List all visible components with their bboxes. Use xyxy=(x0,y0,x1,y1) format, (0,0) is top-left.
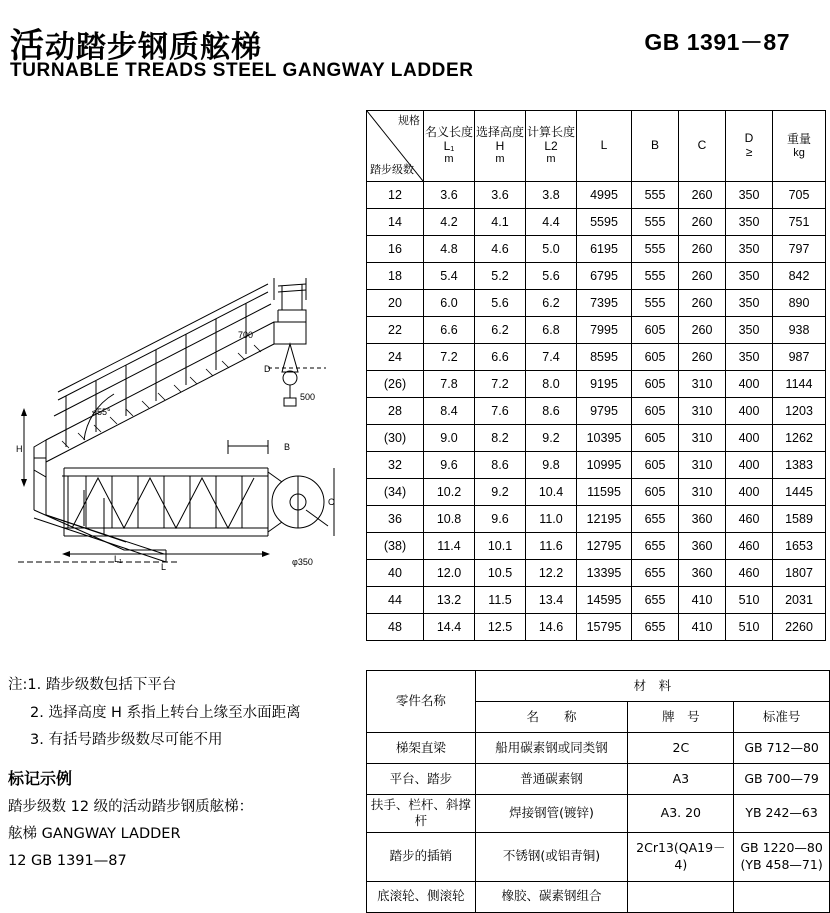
table-row xyxy=(367,614,826,641)
table-cell: 1144 xyxy=(773,371,826,398)
material-table-cell: 梯架直梁 xyxy=(367,733,476,764)
table-cell: 5.6 xyxy=(475,290,526,317)
table-header-row xyxy=(367,111,826,182)
table-cell: 7395 xyxy=(577,290,632,317)
table-cell: 350 xyxy=(726,344,773,371)
table-cell: 10.8 xyxy=(424,506,475,533)
table-cell: 7.2 xyxy=(424,344,475,371)
table-cell: 7.2 xyxy=(475,371,526,398)
table-cell: 7995 xyxy=(577,317,632,344)
table-cell: 410 xyxy=(679,587,726,614)
table-cell: 11.6 xyxy=(526,533,577,560)
page-title-english: TURNABLE TREADS STEEL GANGWAY LADDER xyxy=(10,60,474,81)
table-cell: 9.6 xyxy=(424,452,475,479)
table-cell: 260 xyxy=(679,290,726,317)
table-cell: 310 xyxy=(679,452,726,479)
table-cell: 1262 xyxy=(773,425,826,452)
table-cell: 10395 xyxy=(577,425,632,452)
table-cell: 350 xyxy=(726,236,773,263)
table-cell: 36 xyxy=(367,506,424,533)
material-table-cell: 底滚轮、侧滚轮 xyxy=(367,881,476,912)
header-l1: 名义长度 L₁ m xyxy=(424,111,475,182)
material-table-cell: 焊接钢管(镀锌) xyxy=(475,795,628,833)
material-table-row xyxy=(367,764,830,795)
table-cell: 350 xyxy=(726,290,773,317)
table-row xyxy=(367,317,826,344)
table-cell: 15795 xyxy=(577,614,632,641)
table-cell: 360 xyxy=(679,506,726,533)
table-cell: 2260 xyxy=(773,614,826,641)
specification-table-body xyxy=(367,182,826,641)
table-cell: 751 xyxy=(773,209,826,236)
material-header-name: 名 称 xyxy=(475,702,628,733)
table-cell: 350 xyxy=(726,209,773,236)
table-cell: 938 xyxy=(773,317,826,344)
table-cell: 310 xyxy=(679,425,726,452)
table-cell: 2031 xyxy=(773,587,826,614)
table-cell: 8.4 xyxy=(424,398,475,425)
table-row xyxy=(367,452,826,479)
table-cell: 260 xyxy=(679,344,726,371)
dim-b-label: B xyxy=(284,442,291,452)
table-cell: 24 xyxy=(367,344,424,371)
table-cell: 605 xyxy=(632,371,679,398)
table-row xyxy=(367,263,826,290)
table-cell: 13395 xyxy=(577,560,632,587)
table-row xyxy=(367,533,826,560)
table-cell: 4995 xyxy=(577,182,632,209)
header-d: D ≥ xyxy=(726,111,773,182)
table-cell: 9.2 xyxy=(475,479,526,506)
table-cell: 605 xyxy=(632,425,679,452)
table-row xyxy=(367,236,826,263)
note-3: 3. 有括号踏步级数尽可能不用 xyxy=(30,732,223,749)
standard-number: GB 1391－87 xyxy=(644,29,790,55)
table-cell: 655 xyxy=(632,614,679,641)
table-cell: 5.0 xyxy=(526,236,577,263)
table-cell: 11.0 xyxy=(526,506,577,533)
table-cell: 12795 xyxy=(577,533,632,560)
material-table-row xyxy=(367,733,830,764)
gangway-ladder-drawing xyxy=(6,110,356,590)
table-cell: 605 xyxy=(632,479,679,506)
material-header-material: 材 料 xyxy=(475,671,829,702)
table-cell: 11.5 xyxy=(475,587,526,614)
table-cell: (30) xyxy=(367,425,424,452)
specification-table xyxy=(366,110,826,641)
table-cell: 5.6 xyxy=(526,263,577,290)
table-cell: 555 xyxy=(632,290,679,317)
table-cell: 260 xyxy=(679,263,726,290)
material-table-cell: A3. 20 xyxy=(628,795,734,833)
table-cell: 7.6 xyxy=(475,398,526,425)
table-cell: (26) xyxy=(367,371,424,398)
table-cell: 32 xyxy=(367,452,424,479)
table-cell: 8.6 xyxy=(475,452,526,479)
table-cell: 40 xyxy=(367,560,424,587)
material-table-row xyxy=(367,832,830,881)
table-cell: 12.2 xyxy=(526,560,577,587)
table-cell: 555 xyxy=(632,209,679,236)
material-table-body xyxy=(367,733,830,913)
table-cell: 605 xyxy=(632,452,679,479)
material-table-cell xyxy=(734,881,830,912)
table-row xyxy=(367,425,826,452)
table-row xyxy=(367,290,826,317)
table-cell: 6795 xyxy=(577,263,632,290)
table-cell: 9195 xyxy=(577,371,632,398)
dim-500-label: 500 xyxy=(300,392,316,402)
table-cell: 4.8 xyxy=(424,236,475,263)
material-table-cell: A3 xyxy=(628,764,734,795)
material-header-grade: 牌 号 xyxy=(628,702,734,733)
dim-c-label: C xyxy=(328,497,335,507)
table-cell: 400 xyxy=(726,479,773,506)
table-cell: 9.8 xyxy=(526,452,577,479)
table-cell: (38) xyxy=(367,533,424,560)
table-cell: 14 xyxy=(367,209,424,236)
table-cell: 13.2 xyxy=(424,587,475,614)
table-cell: 4.6 xyxy=(475,236,526,263)
table-cell: 44 xyxy=(367,587,424,614)
table-cell: 400 xyxy=(726,398,773,425)
table-cell: 655 xyxy=(632,506,679,533)
dim-phi-label: φ350 xyxy=(292,557,313,567)
table-cell: 360 xyxy=(679,560,726,587)
table-cell: 11.4 xyxy=(424,533,475,560)
table-row xyxy=(367,587,826,614)
material-table-cell: 平台、踏步 xyxy=(367,764,476,795)
table-cell: 555 xyxy=(632,236,679,263)
table-cell: 7.4 xyxy=(526,344,577,371)
header-corner-cell xyxy=(367,111,424,182)
table-cell: 510 xyxy=(726,614,773,641)
table-cell: 400 xyxy=(726,425,773,452)
table-cell: 3.6 xyxy=(475,182,526,209)
table-cell: 400 xyxy=(726,452,773,479)
table-cell: 842 xyxy=(773,263,826,290)
table-cell: 605 xyxy=(632,317,679,344)
table-cell: 9.0 xyxy=(424,425,475,452)
table-cell: 22 xyxy=(367,317,424,344)
dim-d-label: D xyxy=(264,364,271,374)
marking-example-body xyxy=(8,794,253,874)
table-cell: 605 xyxy=(632,344,679,371)
table-row xyxy=(367,479,826,506)
table-cell: 3.6 xyxy=(424,182,475,209)
header-weight: 重量 kg xyxy=(773,111,826,182)
table-cell: 16 xyxy=(367,236,424,263)
header-spec-label: 规格 xyxy=(398,115,420,127)
material-table-row xyxy=(367,795,830,833)
table-cell: 7.8 xyxy=(424,371,475,398)
table-cell: 8.2 xyxy=(475,425,526,452)
table-cell: 310 xyxy=(679,398,726,425)
table-cell: 8.0 xyxy=(526,371,577,398)
material-table-cell: 2C xyxy=(628,733,734,764)
table-cell: 310 xyxy=(679,371,726,398)
table-cell: 6.6 xyxy=(424,317,475,344)
table-cell: 310 xyxy=(679,479,726,506)
table-cell: 350 xyxy=(726,317,773,344)
note-2: 2. 选择高度 H 系指上转台上缘至水面距离 xyxy=(30,704,301,721)
header-l2: 计算长度 L2 m xyxy=(526,111,577,182)
table-cell: 1589 xyxy=(773,506,826,533)
table-cell: 5.2 xyxy=(475,263,526,290)
material-table-cell: GB 700—79 xyxy=(734,764,830,795)
table-cell: 400 xyxy=(726,371,773,398)
material-table-cell: 普通碳素钢 xyxy=(475,764,628,795)
marking-example-line-2: 舷梯 GANGWAY LADDER xyxy=(8,825,181,842)
table-cell: 1807 xyxy=(773,560,826,587)
table-cell: 9.2 xyxy=(526,425,577,452)
table-cell: 12.5 xyxy=(475,614,526,641)
material-table-cell: 2Cr13(QA19－4) xyxy=(628,832,734,881)
table-cell: 987 xyxy=(773,344,826,371)
header-h: 选择高度 H m xyxy=(475,111,526,182)
table-cell: 260 xyxy=(679,317,726,344)
table-cell: 655 xyxy=(632,533,679,560)
table-cell: 1653 xyxy=(773,533,826,560)
table-cell: 14595 xyxy=(577,587,632,614)
page-title-chinese-rest: 动踏步钢质舷梯 xyxy=(45,30,262,65)
table-row xyxy=(367,209,826,236)
table-row xyxy=(367,182,826,209)
material-table-cell: 船用碳素钢或同类钢 xyxy=(475,733,628,764)
table-cell: 18 xyxy=(367,263,424,290)
table-cell: 6195 xyxy=(577,236,632,263)
table-row xyxy=(367,371,826,398)
material-header-row-1 xyxy=(367,671,830,702)
table-cell: 6.6 xyxy=(475,344,526,371)
header-l: L xyxy=(577,111,632,182)
table-cell: 11595 xyxy=(577,479,632,506)
table-cell: 705 xyxy=(773,182,826,209)
table-cell: 5595 xyxy=(577,209,632,236)
table-cell: 48 xyxy=(367,614,424,641)
notes-block xyxy=(8,672,301,755)
header-b: B xyxy=(632,111,679,182)
table-row xyxy=(367,560,826,587)
table-cell: 4.2 xyxy=(424,209,475,236)
table-cell: 14.4 xyxy=(424,614,475,641)
table-cell: 1383 xyxy=(773,452,826,479)
table-cell: 14.6 xyxy=(526,614,577,641)
table-cell: 4.1 xyxy=(475,209,526,236)
table-cell: 360 xyxy=(679,533,726,560)
table-cell: 13.4 xyxy=(526,587,577,614)
table-cell: 10995 xyxy=(577,452,632,479)
table-row xyxy=(367,344,826,371)
table-cell: 1445 xyxy=(773,479,826,506)
dim-700-label: 700 xyxy=(238,330,254,340)
technical-drawing xyxy=(6,110,356,590)
table-cell: 260 xyxy=(679,209,726,236)
material-header-standard: 标准号 xyxy=(734,702,830,733)
table-cell: 5.4 xyxy=(424,263,475,290)
material-header-part: 零件名称 xyxy=(367,671,476,733)
table-cell: 9795 xyxy=(577,398,632,425)
marking-example-line-3: 12 GB 1391—87 xyxy=(8,852,127,869)
dim-h-label: H xyxy=(16,444,23,454)
table-cell: 260 xyxy=(679,182,726,209)
table-cell: 6.8 xyxy=(526,317,577,344)
material-table-cell: YB 242—63 xyxy=(734,795,830,833)
table-cell: 12.0 xyxy=(424,560,475,587)
marking-example-title: 标记示例 xyxy=(8,769,73,788)
table-cell: 410 xyxy=(679,614,726,641)
table-cell: 6.2 xyxy=(526,290,577,317)
angle-label: ≤55° xyxy=(92,407,111,417)
table-cell: 460 xyxy=(726,533,773,560)
page-title-chinese-first-char: 活 xyxy=(10,26,45,66)
header-c: C xyxy=(679,111,726,182)
table-cell: 12 xyxy=(367,182,424,209)
material-table-cell: GB 712—80 xyxy=(734,733,830,764)
table-cell: 28 xyxy=(367,398,424,425)
table-cell: 555 xyxy=(632,182,679,209)
material-table-cell xyxy=(628,881,734,912)
material-table-cell: 扶手、栏杆、斜撑杆 xyxy=(367,795,476,833)
table-cell: 4.4 xyxy=(526,209,577,236)
table-cell: 605 xyxy=(632,398,679,425)
table-row xyxy=(367,398,826,425)
table-cell: 890 xyxy=(773,290,826,317)
table-cell: 350 xyxy=(726,263,773,290)
table-cell: 6.2 xyxy=(475,317,526,344)
material-table-cell: 不锈钢(或铝青铜) xyxy=(475,832,628,881)
material-table-cell: 踏步的插销 xyxy=(367,832,476,881)
dim-l1-label: L₁ xyxy=(114,554,123,564)
table-cell: 3.8 xyxy=(526,182,577,209)
table-cell: 350 xyxy=(726,182,773,209)
table-cell: 6.0 xyxy=(424,290,475,317)
header-steps-label: 踏步级数 xyxy=(370,164,414,177)
table-cell: 460 xyxy=(726,560,773,587)
dim-l-label: L xyxy=(161,562,167,572)
table-cell: (34) xyxy=(367,479,424,506)
note-1: 注:1. 踏步级数包括下平台 xyxy=(8,677,177,693)
table-cell: 20 xyxy=(367,290,424,317)
table-cell: 797 xyxy=(773,236,826,263)
table-cell: 10.4 xyxy=(526,479,577,506)
marking-example-line-1: 踏步级数 12 级的活动踏步钢质舷梯： xyxy=(8,799,254,815)
table-cell: 655 xyxy=(632,560,679,587)
material-table-cell: 橡胶、碳素钢组合 xyxy=(475,881,628,912)
table-cell: 260 xyxy=(679,236,726,263)
table-cell: 555 xyxy=(632,263,679,290)
material-table xyxy=(366,670,830,913)
table-cell: 10.5 xyxy=(475,560,526,587)
table-cell: 1203 xyxy=(773,398,826,425)
table-cell: 460 xyxy=(726,506,773,533)
material-table-row xyxy=(367,881,830,912)
table-cell: 9.6 xyxy=(475,506,526,533)
table-cell: 655 xyxy=(632,587,679,614)
material-table-cell: GB 1220—80 (YB 458—71) xyxy=(734,832,830,881)
table-cell: 8595 xyxy=(577,344,632,371)
table-cell: 10.2 xyxy=(424,479,475,506)
table-row xyxy=(367,506,826,533)
table-cell: 10.1 xyxy=(475,533,526,560)
table-cell: 8.6 xyxy=(526,398,577,425)
table-cell: 510 xyxy=(726,587,773,614)
table-cell: 12195 xyxy=(577,506,632,533)
